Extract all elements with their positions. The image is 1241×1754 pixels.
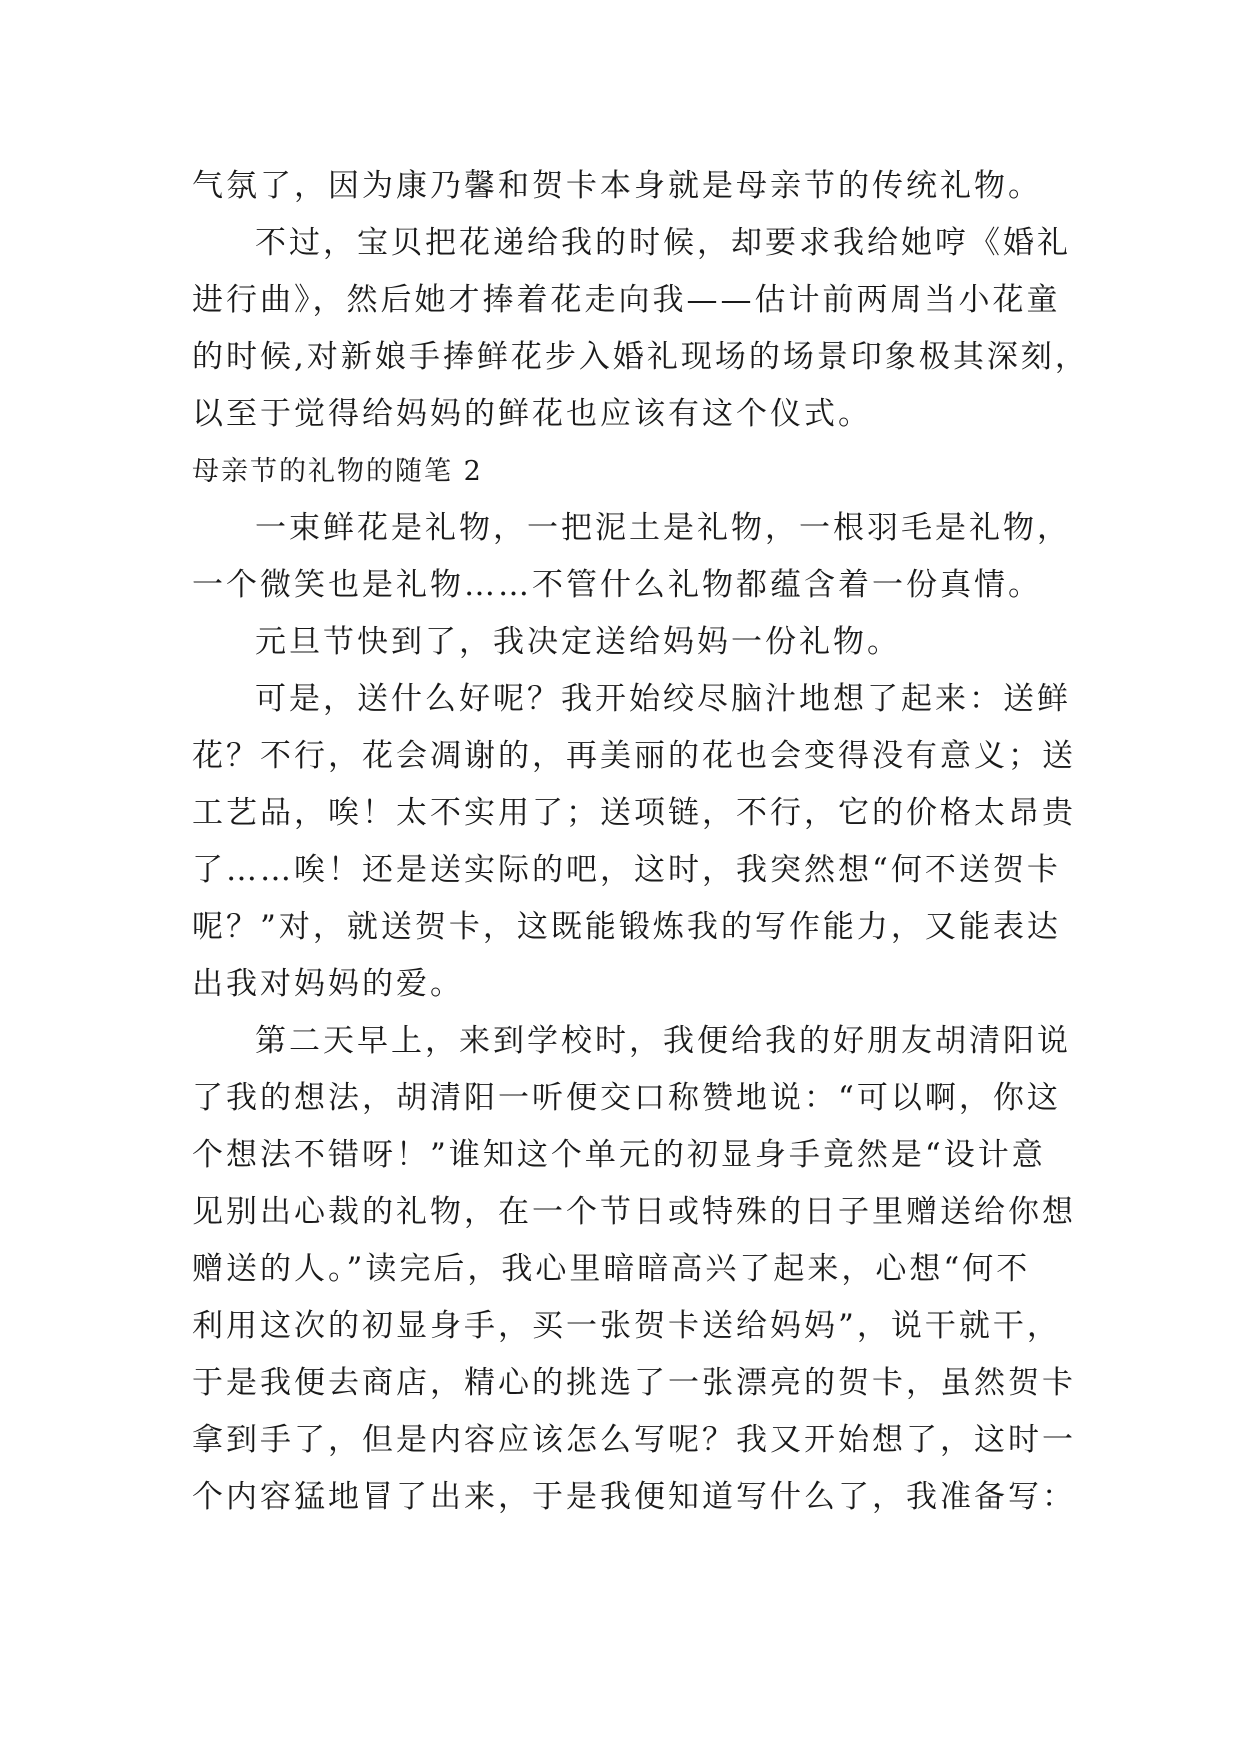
paragraph-line: 可是，送什么好呢？我开始绞尽脑汁地想了起来：送鲜 <box>255 681 1071 717</box>
paragraph-line: 花？不行，花会凋谢的，再美丽的花也会变得没有意义；送 <box>192 738 1076 774</box>
paragraph-line: 工艺品，唉！太不实用了；送项链，不行，它的价格太昂贵 <box>192 795 1076 831</box>
document-body <box>192 158 1089 1526</box>
paragraph-line: 进行曲》，然后她才捧着花走向我——估计前两周当小花童 <box>192 282 1061 318</box>
paragraph-line: 第二天早上，来到学校时，我便给我的好朋友胡清阳说 <box>255 1023 1071 1059</box>
paragraph-line: 拿到手了，但是内容应该怎么写呢？我又开始想了，这时一 <box>192 1422 1076 1458</box>
paragraph-line: 出我对妈妈的爱。 <box>192 966 464 1002</box>
paragraph-line: 个想法不错呀！”谁知这个单元的初显身手竟然是“设计意 <box>192 1137 1046 1173</box>
paragraph-line: 呢？”对，就送贺卡，这既能锻炼我的写作能力，又能表达 <box>192 909 1061 945</box>
paragraph-line: 了我的想法，胡清阳一听便交口称赞地说：“可以啊，你这 <box>192 1080 1061 1116</box>
section-heading: 母亲节的礼物的随笔 2 <box>192 456 483 487</box>
paragraph-line: 个内容猛地冒了出来，于是我便知道写什么了，我准备写： <box>192 1479 1076 1515</box>
paragraph-line: 利用这次的初显身手，买一张贺卡送给妈妈”，说干就干， <box>192 1308 1061 1344</box>
paragraph-line: 的时候,对新娘手捧鲜花步入婚礼现场的场景印象极其深刻， <box>192 339 1089 375</box>
paragraph-line: 赠送的人。”读完后，我心里暗暗高兴了起来，心想“何不 <box>192 1251 1031 1287</box>
paragraph-line: 一个微笑也是礼物……不管什么礼物都蕴含着一份真情。 <box>192 567 1042 603</box>
paragraph-line: 了……唉！还是送实际的吧，这时，我突然想“何不送贺卡 <box>192 852 1061 888</box>
paragraph-line: 一束鲜花是礼物，一把泥土是礼物，一根羽毛是礼物， <box>255 510 1071 546</box>
paragraph-line: 不过，宝贝把花递给我的时候，却要求我给她哼《婚礼 <box>255 225 1071 261</box>
paragraph-line: 以至于觉得给妈妈的鲜花也应该有这个仪式。 <box>192 396 872 432</box>
paragraph-line: 气氛了，因为康乃馨和贺卡本身就是母亲节的传统礼物。 <box>192 168 1042 204</box>
paragraph-line: 于是我便去商店，精心的挑选了一张漂亮的贺卡，虽然贺卡 <box>192 1365 1076 1401</box>
paragraph-line: 元旦节快到了，我决定送给妈妈一份礼物。 <box>255 624 901 660</box>
paragraph-line: 见别出心裁的礼物，在一个节日或特殊的日子里赠送给你想 <box>192 1194 1076 1230</box>
